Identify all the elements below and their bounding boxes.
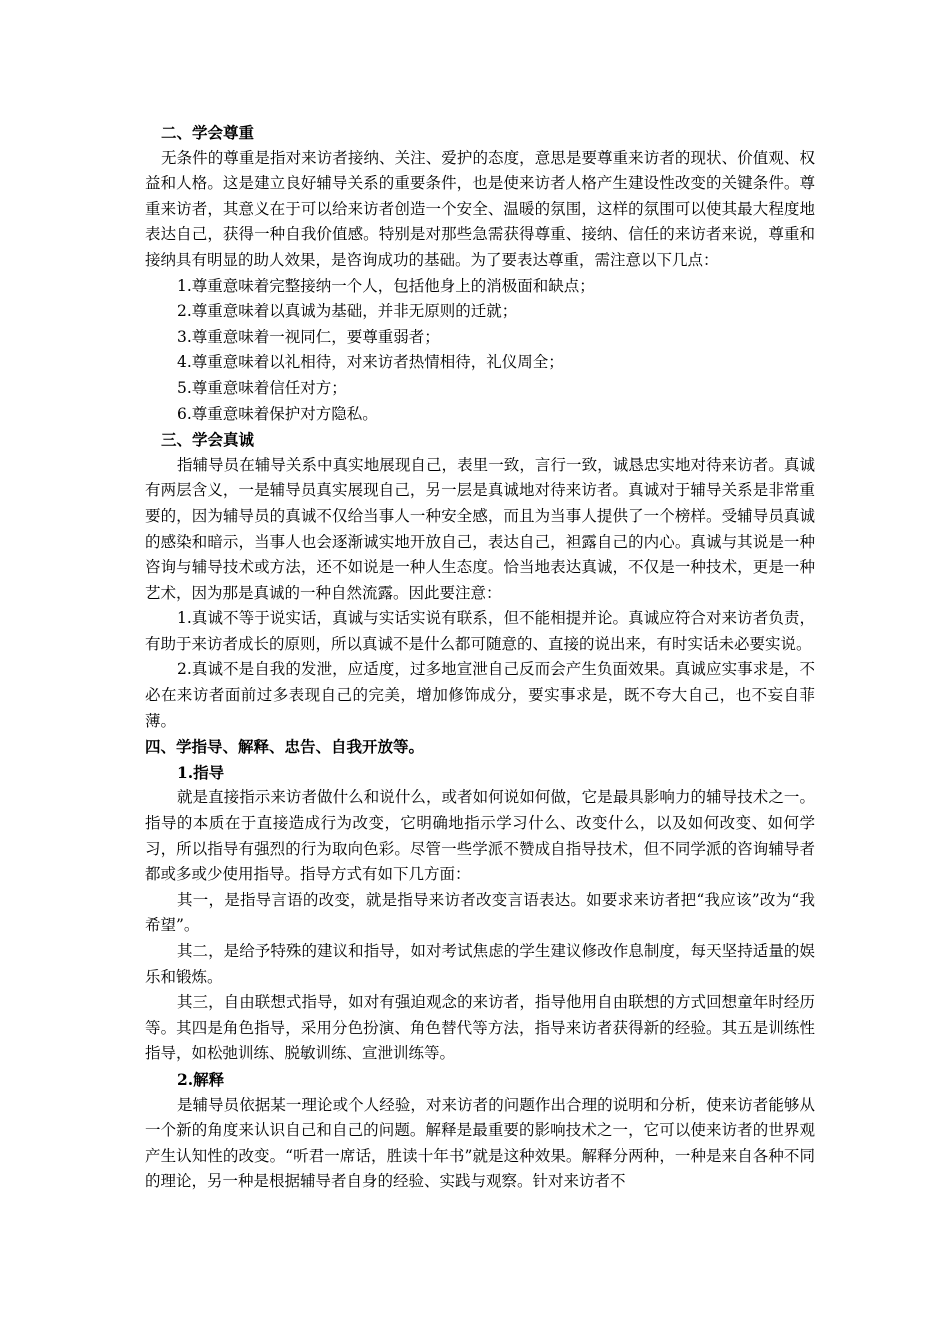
list-item: 2.尊重意味着以真诚为基础，并非无原则的迁就；	[177, 302, 518, 321]
section-heading-guidance: 四、学指导、解释、忠告、自我开放等。	[145, 737, 425, 757]
section-heading-sincerity: 三、学会真诚	[161, 430, 255, 450]
document-page	[145, 120, 815, 1195]
paragraph-guidance-third: 其三，自由联想式指导，如对有强迫观念的来访者，指导他用自由联想的方式回想童年时经历等。其四是角色指导，采用分色扮演、角色替代等方法，指导来访者获得新的经验。其五是训练性指导，如松弛训练、脱敏训练、宣泄训练等。	[145, 993, 815, 1063]
list-item: 4.尊重意味着以礼相待，对来访者热情相待，礼仪周全；	[177, 353, 564, 372]
paragraph-respect-intro: 无条件的尊重是指对来访者接纳、关注、爱护的态度，意思是要尊重来访者的现状、价值观、权益和人格。这是建立良好辅导关系的重要条件，也是使来访者人格产生建设性改变的关键条件。尊重来访者，其意义在于可以给来访者创造一个安全、温暖的氛围，这样的氛围可以使其最大程度地表达自己，获得一种自我价值感。特别是对那些急需获得尊重、接纳、信任的来访者来说，尊重和接纳具有明显的助人效果，是咨询成功的基础。为了要表达尊重，需注意以下几点：	[145, 148, 815, 269]
list-item: 6.尊重意味着保护对方隐私。	[177, 404, 378, 423]
paragraph-sincerity-point-2: 2.真诚不是自我的发泄，应适度，过多地宣泄自己反而会产生负面效果。真诚应实事求是，不必在来访者面前过多表现自己的完美，增加修饰成分，要实事求是，既不夸大自己，也不妄自菲薄。	[145, 660, 815, 730]
list-item: 1.尊重意味着完整接纳一个人，包括他身上的消极面和缺点；	[177, 276, 595, 295]
paragraph-explanation: 是辅导员依据某一理论或个人经验，对来访者的问题作出合理的说明和分析，使来访者能够从一个新的角度来认识自己和自己的问题。解释是最重要的影响技术之一，它可以使来访者的世界观产生认知性的改变。“听君一席话，胜读十年书”就是这种效果。解释分两种，一种是来自各种不同的理论，另一种是根据辅导者自身的经验、实践与观察。针对来访者不	[145, 1095, 815, 1191]
list-item: 3.尊重意味着一视同仁，要尊重弱者；	[177, 327, 440, 346]
subsection-heading-guidance: 1.指导	[177, 762, 225, 782]
paragraph-guidance-intro: 就是直接指示来访者做什么和说什么，或者如何说如何做，它是最具影响力的辅导技术之一。指导的本质在于直接造成行为改变，它明确地指示学习什么、改变什么，以及如何改变、如何学习，所以指导有强烈的行为取向色彩。尽管一些学派不赞成自指导技术，但不同学派的咨询辅导者都或多或少使用指导。指导方式有如下几方面：	[145, 788, 815, 884]
paragraph-sincerity-point-1: 1.真诚不等于说实话，真诚与实话实说有联系，但不能相提并论。真诚应符合对来访者负责，有助于来访者成长的原则，所以真诚不是什么都可随意的、直接的说出来，有时实话未必要实说。	[145, 609, 815, 653]
section-heading-respect: 二、学会尊重	[161, 123, 255, 142]
list-item: 5.尊重意味着信任对方；	[177, 378, 347, 397]
paragraph-sincerity-intro: 指辅导员在辅导关系中真实地展现自己，表里一致，言行一致，诚恳忠实地对待来访者。真诚有两层含义，一是辅导员真实展现自己，另一层是真诚地对待来访者。真诚对于辅导关系是非常重要的，因为辅导员的真诚不仅给当事人一种安全感，而且为当事人提供了一个榜样。受辅导员真诚的感染和暗示，当事人也会逐渐诚实地开放自己，表达自己，袒露自己的内心。真诚与其说是一种咨询与辅导技术或方法，还不如说是一种人生态度。恰当地表达真诚，不仅是一种技术，更是一种艺术，因为那是真诚的一种自然流露。因此要注意：	[145, 455, 815, 602]
paragraph-guidance-second: 其二，是给予特殊的建议和指导，如对考试焦虑的学生建议修改作息制度，每天坚持适量的娱乐和锻炼。	[145, 942, 815, 986]
subsection-heading-explanation: 2.解释	[177, 1069, 225, 1089]
paragraph-guidance-first: 其一，是指导言语的改变，就是指导来访者改变言语表达。如要求来访者把“我应该”改为“我希望”。	[145, 890, 815, 935]
